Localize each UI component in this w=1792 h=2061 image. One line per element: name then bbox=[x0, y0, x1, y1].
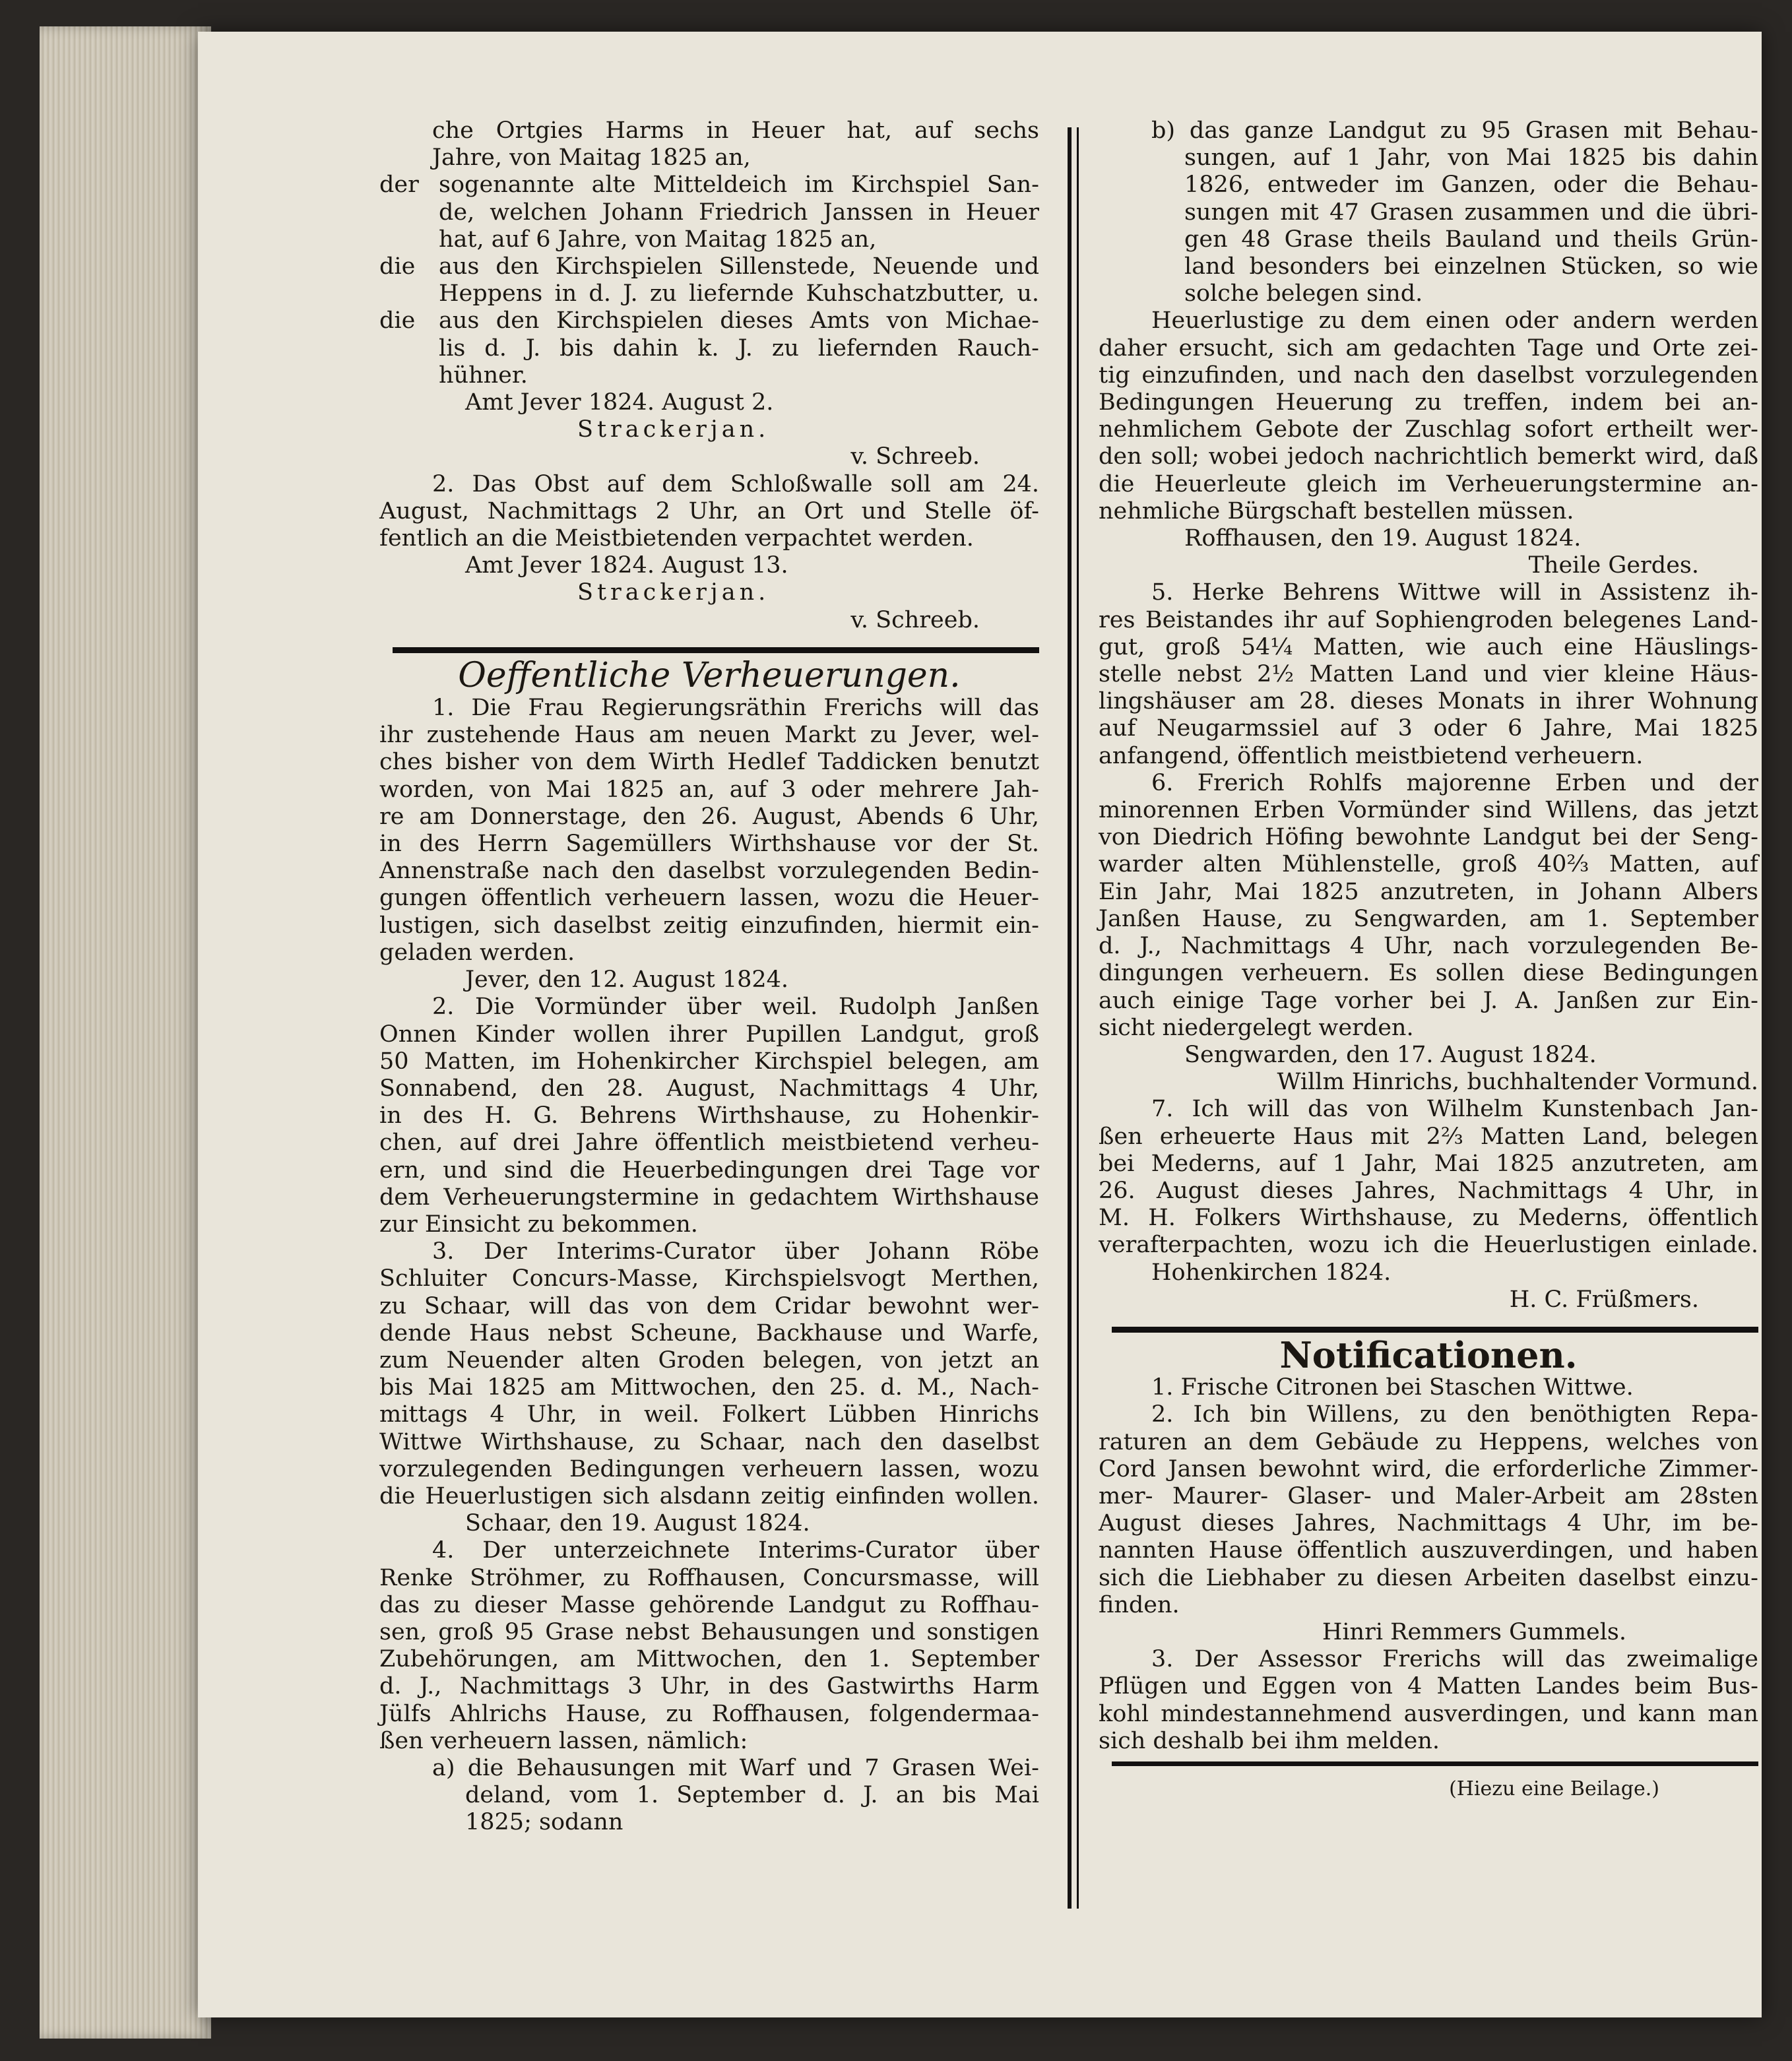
signature: Hinri Remmers Gummels. bbox=[1322, 1618, 1626, 1645]
text-line: Pflügen und Eggen von 4 Matten Landes beim Bus- bbox=[1099, 1673, 1758, 1700]
text-line: 2. Ich bin Willens, zu den benöthigten Repa- bbox=[1151, 1401, 1758, 1428]
text-line: die Heuerleute gleich im Verheuerungstermine an- bbox=[1099, 470, 1758, 497]
text-line: Sonnabend, den 28. August, Nachmittags 4 Uhr, bbox=[379, 1075, 1039, 1102]
text-line: zum Neuender alten Groden belegen, von jetzt an bbox=[379, 1347, 1039, 1374]
notice-6 bbox=[1099, 770, 1758, 1096]
text-line: nannten Hause öffentlich auszuverdingen, und haben bbox=[1099, 1537, 1758, 1564]
text-line: Zubehörungen, am Mittwochen, den 1. September bbox=[379, 1646, 1039, 1673]
text-line: warder alten Mühlenstelle, groß 40⅔ Matten, auf bbox=[1099, 851, 1758, 878]
signature: H. C. Früßmers. bbox=[1509, 1286, 1699, 1313]
text-line: fentlich an die Meistbietenden verpachtet werden. bbox=[379, 525, 974, 552]
notice-4 bbox=[379, 1537, 1039, 1836]
text-line: che Ortgies Harms in Heuer hat, auf sechs bbox=[432, 117, 1039, 144]
section-heading: Notificationen. bbox=[1279, 1333, 1578, 1376]
signature: v. Schreeb. bbox=[850, 606, 980, 633]
text-line: sogenannte alte Mitteldeich im Kirchspiel San- bbox=[439, 172, 1039, 199]
text-line: lingshäuser am 28. dieses Monats in ihrer Wohnung bbox=[1099, 688, 1758, 715]
text-line: in des Herrn Sagemüllers Wirthshause vor der St. bbox=[379, 831, 1039, 858]
text-line: auch einige Tage vorher bei J. A. Janßen zur Ein- bbox=[1099, 987, 1758, 1014]
text-line: Jülfs Ahlrichs Hause, zu Roffhausen, folgendermaa- bbox=[379, 1700, 1039, 1727]
text-line: bei Mederns, auf 1 Jahr, Mai 1825 anzutreten, am bbox=[1099, 1150, 1758, 1177]
text-line: 6. Frerich Rohlfs majorenne Erben und der bbox=[1151, 769, 1758, 796]
notice-7 bbox=[1099, 1096, 1758, 1314]
section-heading: Oeffentliche Verheuerungen. bbox=[458, 655, 961, 695]
text-line: chen, auf drei Jahre öffentlich meistbietend verheu- bbox=[379, 1129, 1039, 1157]
date-line: Roffhausen, den 19. August 1824. bbox=[1184, 525, 1582, 552]
text-line: 1. Frische Citronen bei Staschen Wittwe. bbox=[1151, 1374, 1634, 1401]
text-line: sungen, auf 1 Jahr, von Mai 1825 bis dahin bbox=[1184, 144, 1758, 172]
text-line: nehmlichem Gebote der Zuschlag sofort ertheilt wer- bbox=[1099, 416, 1758, 443]
text-line: dende Haus nebst Scheune, Backhause und Warfe, bbox=[379, 1319, 1039, 1347]
text-line: sich deshalb bei ihm melden. bbox=[1099, 1727, 1440, 1754]
signature: Theile Gerdes. bbox=[1528, 552, 1699, 579]
section-rule bbox=[1112, 1761, 1758, 1766]
text-line: mer- Maurer- Glaser- und Maler-Arbeit am 28sten bbox=[1099, 1482, 1758, 1509]
text-line: M. H. Folkers Wirthshause, zu Mederns, öffentlich bbox=[1099, 1205, 1758, 1232]
text-line: Bedingungen Heuerung zu treffen, indem bei an- bbox=[1099, 389, 1758, 416]
text-line: 1. Die Frau Regierungsräthin Frerichs will das bbox=[432, 695, 1039, 722]
text-line: d. J., Nachmittags 3 Uhr, in des Gastwirths Harm bbox=[379, 1673, 1039, 1700]
text-line: de, welchen Johann Friedrich Janssen in Heuer bbox=[439, 199, 1039, 226]
text-line: lustigen, sich daselbst zeitig einzufinden, hiermit ein- bbox=[379, 912, 1039, 939]
text-line: sich die Liebhaber zu diesen Arbeiten daselbst einzu- bbox=[1099, 1564, 1758, 1591]
text-line: aus den Kirchspielen Sillenstede, Neuende und bbox=[439, 253, 1039, 280]
text-line: Onnen Kinder wollen ihrer Pupillen Landgut, groß bbox=[379, 1021, 1039, 1048]
text-line: verafterpachten, wozu ich die Heuerlustigen einlade. bbox=[1099, 1232, 1758, 1259]
date-line: Hohenkirchen 1824. bbox=[1151, 1259, 1392, 1286]
text-line: Annenstraße nach den daselbst vorzulegenden Bedin- bbox=[379, 858, 1039, 885]
notice-2 bbox=[379, 994, 1039, 1238]
text-line: 5. Herke Behrens Wittwe will in Assistenz ih- bbox=[1151, 579, 1758, 606]
text-line: ßen verheuern lassen, nämlich: bbox=[379, 1727, 748, 1754]
section-rule bbox=[393, 647, 1039, 653]
text-line: minorennen Erben Vormünder sind Willens, das jetzt bbox=[1099, 797, 1758, 824]
text-line: von Diedrich Höfing bewohnte Landgut bei der Seng- bbox=[1099, 824, 1758, 851]
text-line: zur Einsicht zu bekommen. bbox=[379, 1211, 698, 1238]
text-line: gungen öffentlich verheuern lassen, wozu die Heuer- bbox=[379, 885, 1039, 912]
text-line: dingungen verheuern. Es sollen diese Bedingungen bbox=[1099, 960, 1758, 987]
text-line: vorzulegenden Bedingungen verheuern lassen, wozu bbox=[379, 1455, 1039, 1482]
column-divider bbox=[1068, 127, 1072, 1909]
date-line: Jever, den 12. August 1824. bbox=[465, 967, 789, 994]
text-line: ihr zustehende Haus am neuen Markt zu Jever, wel- bbox=[379, 722, 1039, 749]
text-line: den soll; wobei jedoch nachrichtlich bemerkt wird, daß bbox=[1099, 443, 1758, 470]
text-line: August, Nachmittags 2 Uhr, an Ort und Stelle öf- bbox=[379, 497, 1039, 524]
text-line: gen 48 Grase theils Bauland und theils Grün- bbox=[1184, 226, 1758, 253]
text-line: ßen erheuerte Haus mit 2⅔ Matten Land, belegen bbox=[1099, 1123, 1758, 1150]
text-line: hühner. bbox=[439, 362, 528, 389]
text-line: Janßen Hause, zu Sengwarden, am 1. September bbox=[1099, 905, 1758, 932]
text-line: Ein Jahr, Mai 1825 anzutreten, in Johann Albers bbox=[1099, 878, 1758, 905]
text-line: nehmliche Bürgschaft bestellen müssen. bbox=[1099, 497, 1574, 524]
text-line: Heppens in d. J. zu liefernde Kuhschatzbutter, u. bbox=[439, 280, 1039, 307]
text-line: dem Verheuerungstermine in gedachtem Wirthshause bbox=[379, 1184, 1039, 1211]
left-para-2 bbox=[379, 471, 1039, 553]
right-column bbox=[1099, 117, 1758, 1802]
text-line: anfangend, öffentlich meistbietend verheuern. bbox=[1099, 742, 1644, 769]
item-lead: der bbox=[379, 172, 419, 199]
item-lead: die bbox=[379, 307, 416, 334]
notice-3 bbox=[379, 1238, 1039, 1537]
text-line: 3. Der Assessor Frerichs will das zweimalige bbox=[1151, 1646, 1758, 1673]
text-line: gut, groß 54¼ Matten, wie auch eine Häuslings- bbox=[1099, 633, 1758, 660]
text-line: in des H. G. Behrens Wirthshause, zu Hohenkir- bbox=[379, 1102, 1039, 1129]
left-column bbox=[379, 117, 1039, 1837]
notice-4b bbox=[1099, 117, 1758, 307]
text-line: 50 Matten, im Hohenkircher Kirchspiel belegen, am bbox=[379, 1048, 1039, 1075]
notice-4c bbox=[1099, 307, 1758, 579]
date-line: Schaar, den 19. August 1824. bbox=[465, 1510, 810, 1537]
text-line: geladen werden. bbox=[379, 939, 575, 966]
text-line: 4. Der unterzeichnete Interims-Curator über bbox=[432, 1537, 1039, 1564]
newspaper-page bbox=[198, 32, 1762, 2017]
text-line: die Heuerlustigen sich alsdann zeitig einfinden wollen. bbox=[379, 1482, 1039, 1509]
text-line: August dieses Jahres, Nachmittags 4 Uhr, im be- bbox=[1099, 1510, 1758, 1537]
left-item-2 bbox=[379, 253, 1039, 307]
text-line: res Beistandes ihr auf Sophiengroden belegenes Land- bbox=[1099, 606, 1758, 633]
text-line: solche belegen sind. bbox=[1184, 280, 1423, 307]
text-line: Cord Jansen bewohnt wird, die erforderliche Zimmer- bbox=[1099, 1455, 1758, 1482]
text-line: ern, und sind die Heuerbedingungen drei Tage vor bbox=[379, 1157, 1039, 1184]
text-line: b) das ganze Landgut zu 95 Grasen mit Behau- bbox=[1151, 117, 1758, 144]
text-line: lis d. J. bis dahin k. J. zu liefernden Rauch- bbox=[439, 334, 1039, 362]
notification-3 bbox=[1099, 1646, 1758, 1755]
date-line: Sengwarden, den 17. August 1824. bbox=[1184, 1041, 1597, 1068]
text-line: raturen an dem Gebäude zu Heppens, welches von bbox=[1099, 1428, 1758, 1455]
text-line: bis Mai 1825 am Mittwochen, den 25. d. M., Nach- bbox=[379, 1374, 1039, 1401]
text-line: Wittwe Wirthshause, zu Schaar, nach den daselbst bbox=[379, 1428, 1039, 1455]
left-item-1 bbox=[379, 172, 1039, 253]
text-line: mittags 4 Uhr, in weil. Folkert Lübben Hinrichs bbox=[379, 1401, 1039, 1428]
text-line: worden, von Mai 1825 an, auf 3 oder mehrere Jah- bbox=[379, 776, 1039, 803]
text-line: 1825; sodann bbox=[465, 1809, 624, 1836]
item-lead: die bbox=[379, 253, 416, 280]
column-divider bbox=[1077, 127, 1079, 1909]
text-line: land besonders bei einzelnen Stücken, so wie bbox=[1184, 253, 1758, 280]
text-line: hat, auf 6 Jahre, von Maitag 1825 an, bbox=[439, 226, 877, 253]
notice-5 bbox=[1099, 579, 1758, 769]
date-line: Amt Jever 1824. August 13. bbox=[465, 552, 788, 579]
text-line: ches bisher von dem Wirth Hedlef Taddicken benutzt bbox=[379, 749, 1039, 776]
text-line: kohl mindestannehmend ausverdingen, und kann man bbox=[1099, 1700, 1758, 1727]
left-intro bbox=[379, 117, 1039, 172]
text-line: 7. Ich will das von Wilhelm Kunstenbach Jan- bbox=[1151, 1096, 1758, 1123]
text-line: 2. Das Obst auf dem Schloßwalle soll am 24. bbox=[432, 470, 1039, 497]
text-line: das zu dieser Masse gehörende Landgut zu Roffhau- bbox=[379, 1591, 1039, 1618]
text-line: deland, vom 1. September d. J. an bis Mai bbox=[465, 1782, 1039, 1809]
text-line: 3. Der Interims-Curator über Johann Röbe bbox=[432, 1238, 1039, 1265]
notification-1 bbox=[1099, 1374, 1758, 1401]
text-line: sen, groß 95 Grase nebst Behausungen und sonstigen bbox=[379, 1618, 1039, 1645]
text-line: finden. bbox=[1099, 1591, 1180, 1618]
text-line: re am Donnerstage, den 26. August, Abends 6 Uhr, bbox=[379, 803, 1039, 830]
text-line: Heuerlustige zu dem einen oder andern werden bbox=[1151, 307, 1758, 334]
supplement-note: (Hiezu eine Beilage.) bbox=[1449, 1777, 1659, 1800]
text-line: 26. August dieses Jahres, Nachmittags 4 Uhr, in bbox=[1099, 1177, 1758, 1204]
text-line: daher ersucht, sich am gedachten Tage und Orte zei- bbox=[1099, 334, 1758, 362]
signature: Strackerjan. bbox=[577, 579, 770, 606]
text-line: zu Schaar, will das von dem Cridar bewohnt wer- bbox=[379, 1292, 1039, 1319]
text-line: a) die Behausungen mit Warf und 7 Grasen Wei- bbox=[432, 1754, 1039, 1781]
notification-2 bbox=[1099, 1401, 1758, 1646]
left-item-3 bbox=[379, 307, 1039, 389]
text-line: 1826, entweder im Ganzen, oder die Behau- bbox=[1184, 172, 1758, 199]
text-line: Schluiter Concurs-Masse, Kirchspielsvogt Merthen, bbox=[379, 1265, 1039, 1292]
text-line: d. J., Nachmittags 4 Uhr, nach vorzulegenden Be- bbox=[1099, 933, 1758, 960]
date-line: Amt Jever 1824. August 2. bbox=[465, 389, 774, 416]
text-line: Jahre, von Maitag 1825 an, bbox=[432, 144, 751, 172]
text-line: stelle nebst 2½ Matten Land und vier kleine Häus- bbox=[1099, 661, 1758, 688]
text-line: Renke Ströhmer, zu Roffhausen, Concursmasse, will bbox=[379, 1564, 1039, 1591]
text-line: sungen mit 47 Grasen zusammen und die übri- bbox=[1184, 199, 1758, 226]
text-line: tig einzufinden, und nach den daselbst vorzulegenden bbox=[1099, 362, 1758, 389]
text-line: auf Neugarmssiel auf 3 oder 6 Jahre, Mai 1825 bbox=[1099, 715, 1758, 742]
text-line: sicht niedergelegt werden. bbox=[1099, 1014, 1414, 1041]
section-rule bbox=[1112, 1327, 1758, 1333]
signature: v. Schreeb. bbox=[850, 443, 980, 470]
book-page-edges bbox=[40, 26, 211, 2039]
text-line: 2. Die Vormünder über weil. Rudolph Janßen bbox=[432, 994, 1039, 1021]
signature: Willm Hinrichs, buchhaltender Vormund. bbox=[1277, 1069, 1758, 1096]
text-line: aus den Kirchspielen dieses Amts von Michae- bbox=[439, 307, 1039, 334]
signature: Strackerjan. bbox=[577, 416, 770, 443]
notice-1 bbox=[379, 695, 1039, 994]
